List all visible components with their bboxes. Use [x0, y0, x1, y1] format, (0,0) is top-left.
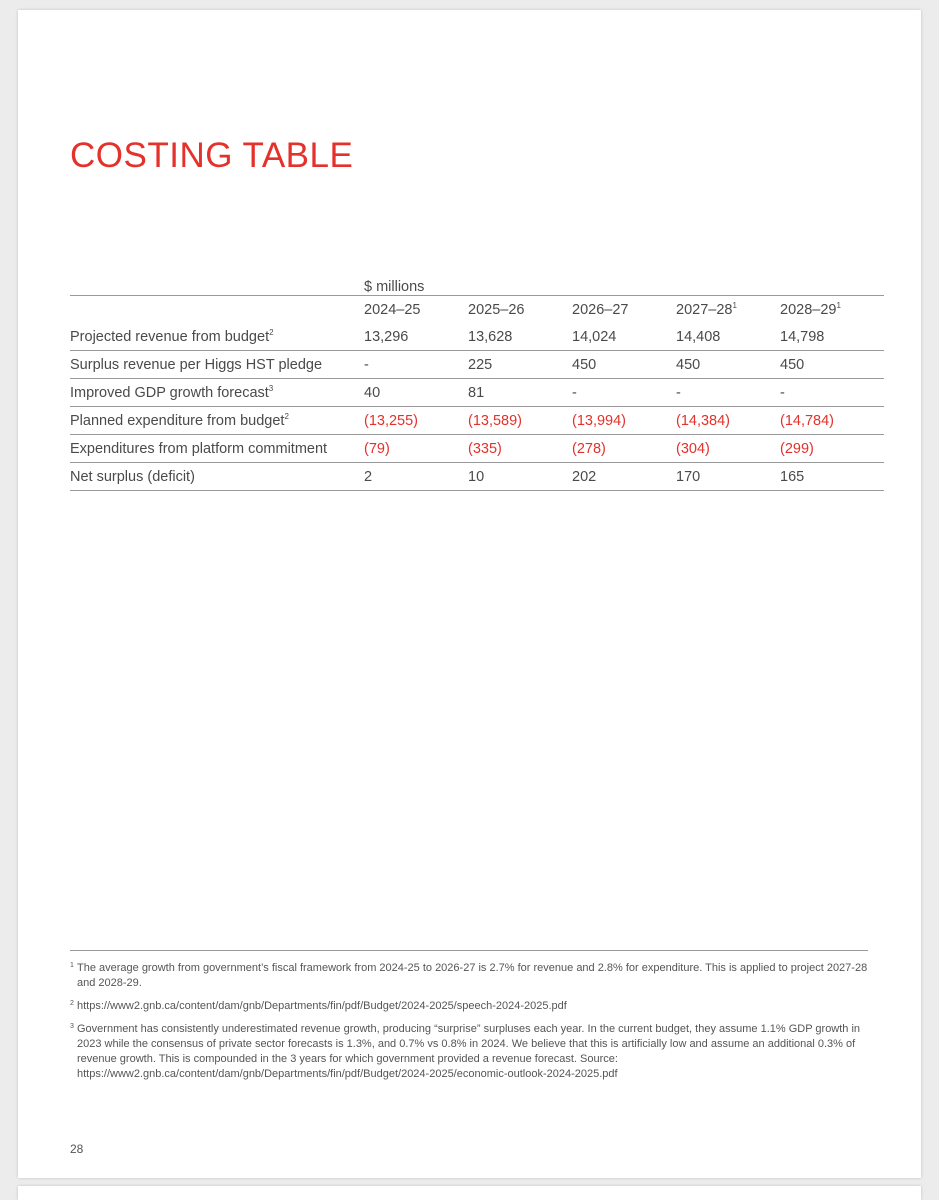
- column-header: $2028-29^1$: [780, 296, 884, 324]
- table-cell: -: [572, 379, 676, 407]
- table-cell: (14,784): [780, 407, 884, 435]
- footnote-text: The average growth from government’s fiscal framework from 2024-25 to 2026-27 is 2.7% for revenue and 2.8% for expenditure. This is applied to project 2027-28 and 2028-29.: [77, 962, 868, 989]
- table-cell: 450: [676, 351, 780, 379]
- column-header: 2026–27: [572, 296, 676, 324]
- table-cell: (13,589): [468, 407, 572, 435]
- table-cell: (304): [676, 435, 780, 463]
- page-title: COSTING TABLE: [70, 136, 354, 175]
- table-cell: 450: [572, 351, 676, 379]
- table-row: [70, 435, 884, 463]
- table-cell: 14,024: [572, 323, 676, 351]
- units-label: $ millions: [364, 268, 884, 296]
- footnote-ref: 2: [269, 327, 274, 337]
- footnote: [70, 961, 868, 991]
- footnote-ref: 1: [836, 300, 841, 310]
- table-cell: 14,408: [676, 323, 780, 351]
- costing-table: [70, 268, 884, 491]
- table-cell: 13,628: [468, 323, 572, 351]
- footnote: [70, 999, 868, 1014]
- table-cell: (335): [468, 435, 572, 463]
- row-label: Improved GDP growth forecast$^3$: [70, 379, 364, 407]
- column-header: 2024–25: [364, 296, 468, 324]
- table-cell: 225: [468, 351, 572, 379]
- next-page-edge: [18, 1186, 921, 1200]
- footnote-text: Government has consistently underestimated revenue growth, producing “surprise” surpluses each year. In the current budget, they assume 1.1% GDP growth in 2023 while the consensus of private sector forecasts is 1.3%, and 0.7% vs 0.8% in 2024. We believe that this is artificially low and assume an additional 0.3% of revenue growth. This is compounded in the 3 years for which government provided a revenue forecast. Source: https://www2.gnb.ca/content/dam/gnb/Departments/fin/pdf/Budget/2024-2025/economic-outlook-2024-2025.pdf: [77, 1023, 861, 1080]
- column-header: $2027-28^1$: [676, 296, 780, 324]
- units-row: [70, 268, 884, 296]
- table-cell: 13,296: [364, 323, 468, 351]
- table-cell: -: [780, 379, 884, 407]
- footnote-number: 3: [70, 1023, 74, 1030]
- table-cell: 14,798: [780, 323, 884, 351]
- table-cell: (13,255): [364, 407, 468, 435]
- row-label: Surplus revenue per Higgs HST pledge: [70, 351, 364, 379]
- table-cell: (13,994): [572, 407, 676, 435]
- table-cell: (299): [780, 435, 884, 463]
- table-cell: 202: [572, 463, 676, 491]
- table-row: [70, 379, 884, 407]
- footnote-ref: 3: [268, 383, 274, 393]
- table-row: [70, 351, 884, 379]
- table-cell: (278): [572, 435, 676, 463]
- page-number: 28: [70, 1142, 84, 1156]
- table-cell: -: [364, 351, 468, 379]
- table-cell: 2: [364, 463, 468, 491]
- table-cell: 450: [780, 351, 884, 379]
- footnote: [70, 1022, 868, 1082]
- row-label: Planned expenditure from budget$^2$: [70, 407, 364, 435]
- costing-table-container: [70, 268, 868, 491]
- table-cell: 170: [676, 463, 780, 491]
- table-row: [70, 323, 884, 351]
- table-cell: 10: [468, 463, 572, 491]
- footnote-ref: 2: [284, 411, 289, 421]
- table-row: [70, 463, 884, 491]
- header-spacer: [70, 296, 364, 324]
- footnote-text: https://www2.gnb.ca/content/dam/gnb/Departments/fin/pdf/Budget/2024-2025/speech-2024-2025.pdf: [77, 1000, 567, 1012]
- footnotes: [70, 950, 868, 1090]
- row-label: Net surplus (deficit): [70, 463, 364, 491]
- table-cell: (14,384): [676, 407, 780, 435]
- units-spacer: [70, 268, 364, 296]
- footnote-number: 2: [70, 1000, 74, 1007]
- table-body: [70, 323, 884, 491]
- table-row: [70, 407, 884, 435]
- table-cell: (79): [364, 435, 468, 463]
- table-cell: 165: [780, 463, 884, 491]
- document-page: [18, 10, 921, 1178]
- table-cell: 81: [468, 379, 572, 407]
- table-cell: 40: [364, 379, 468, 407]
- column-header: 2025–26: [468, 296, 572, 324]
- table-header-row: [70, 296, 884, 324]
- table-cell: -: [676, 379, 780, 407]
- row-label: Expenditures from platform commitment: [70, 435, 364, 463]
- footnote-ref: 1: [732, 300, 737, 310]
- row-label: Projected revenue from budget$^2$: [70, 323, 364, 351]
- footnote-number: 1: [70, 962, 74, 969]
